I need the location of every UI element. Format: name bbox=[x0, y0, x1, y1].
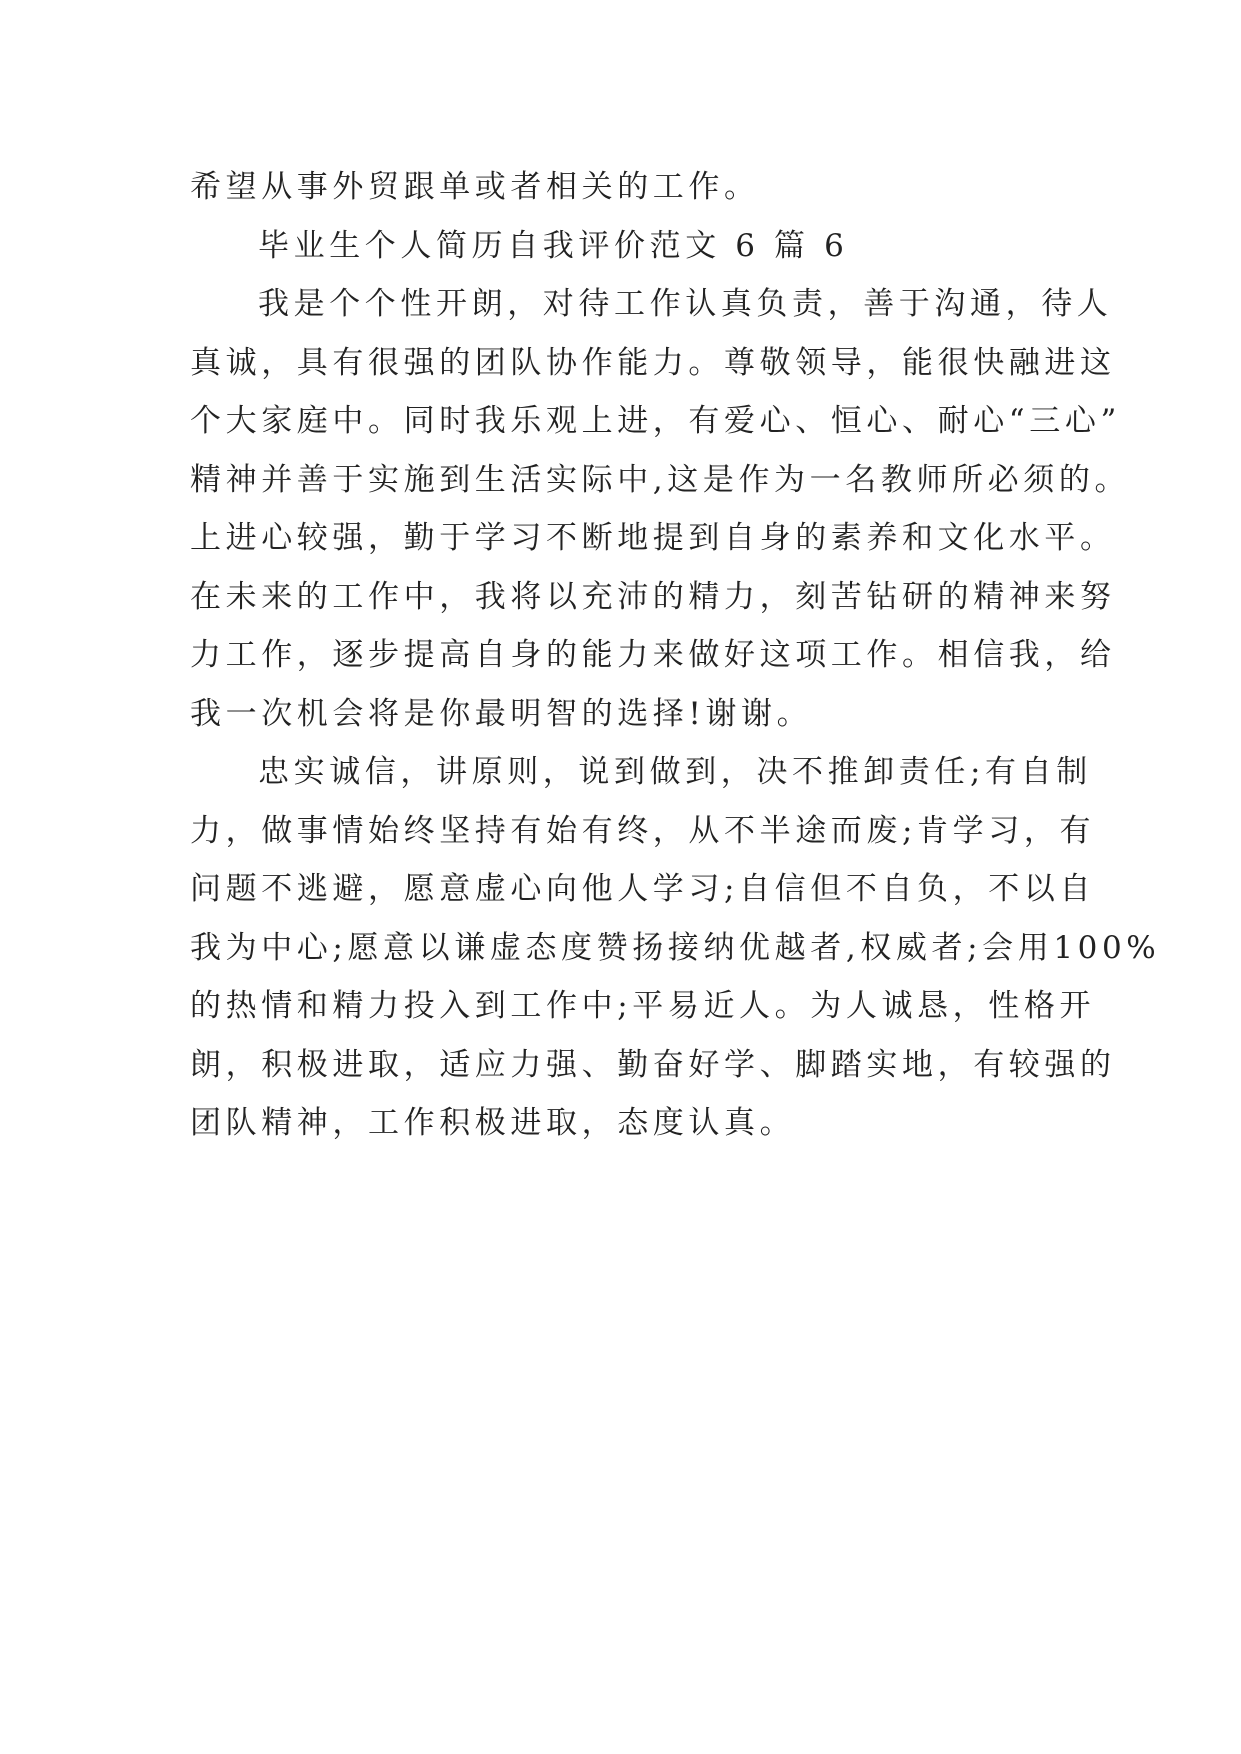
paragraph-line: 上进心较强，勤于学习不断地提到自身的素养和文化水平。 bbox=[190, 520, 1116, 556]
paragraph-line: 忠实诚信，讲原则，说到做到，决不推卸责任;有自制 bbox=[258, 754, 1092, 790]
paragraph-line: 真诚，具有很强的团队协作能力。尊敬领导，能很快融进这 bbox=[190, 344, 1116, 381]
document-body bbox=[190, 158, 1161, 1153]
paragraph-line: 在未来的工作中，我将以充沛的精力，刻苦钻研的精神来努 bbox=[190, 578, 1116, 615]
paragraph-line: 我一次机会将是你最明智的选择!谢谢。 bbox=[190, 695, 813, 732]
paragraph-line: 团队精神，工作积极进取，态度认真。 bbox=[190, 1105, 796, 1141]
paragraph-line: 朗，积极进取，适应力强、勤奋好学、脚踏实地，有较强的 bbox=[190, 1046, 1116, 1083]
paragraph-line: 我为中心;愿意以谦虚态度赞扬接纳优越者,权威者;会用100% bbox=[190, 929, 1161, 966]
paragraph-line: 精神并善于实施到生活实际中,这是作为一名教师所必须的。 bbox=[190, 461, 1131, 498]
paragraph-line: 力，做事情始终坚持有始有终，从不半途而废;肯学习，有 bbox=[190, 812, 1096, 849]
paragraph-line: 的热情和精力投入到工作中;平易近人。为人诚恳，性格开 bbox=[190, 988, 1096, 1024]
paragraph-line: 问题不逃避，愿意虚心向他人学习;自信但不自负，不以自 bbox=[190, 871, 1096, 907]
paragraph-continuation-line: 希望从事外贸跟单或者相关的工作。 bbox=[190, 169, 760, 205]
paragraph-line: 力工作，逐步提高自身的能力来做好这项工作。相信我，给 bbox=[190, 637, 1116, 673]
paragraph-line: 个大家庭中。同时我乐观上进，有爱心、恒心、耐心“三心” bbox=[190, 403, 1121, 439]
paragraph-line: 我是个个性开朗，对待工作认真负责，善于沟通，待人 bbox=[258, 286, 1113, 322]
section-heading: 毕业生个人简历自我评价范文 6 篇 6 bbox=[258, 227, 849, 264]
